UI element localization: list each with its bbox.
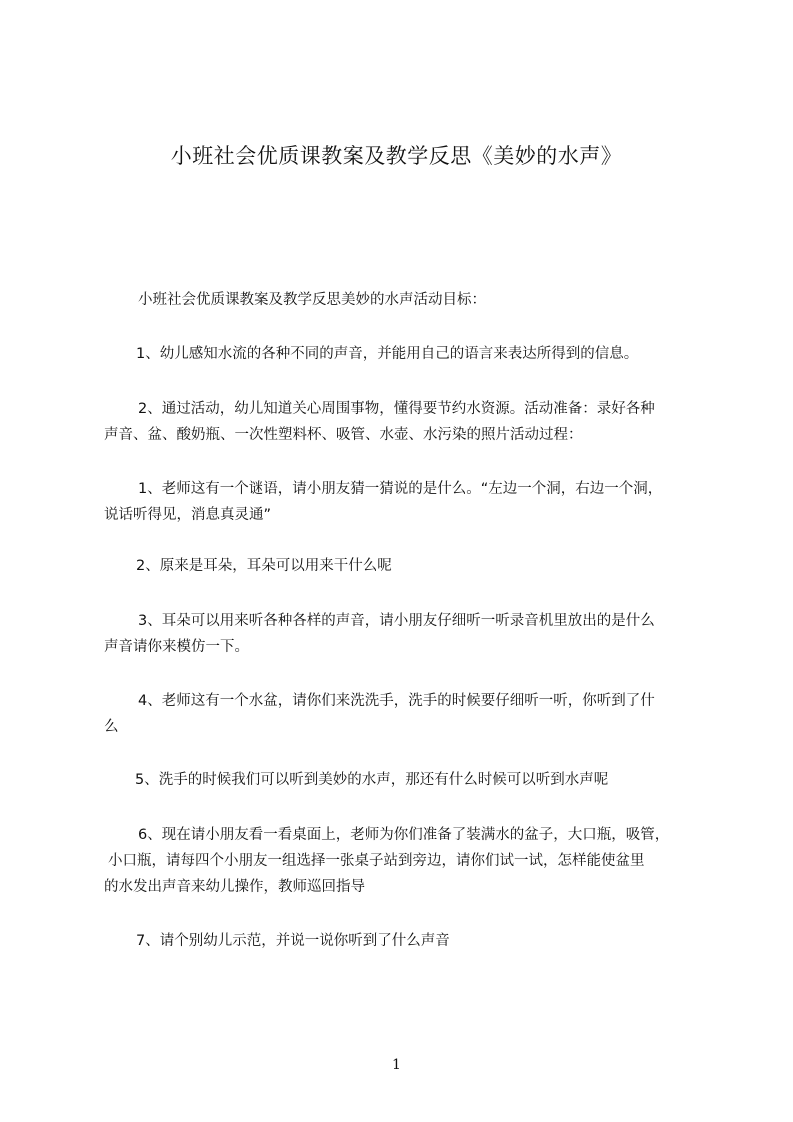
paragraph-line: 2、原来是耳朵，耳朵可以用来干什么呢 [136,558,392,574]
paragraph-line: 7、请个别幼儿示范，并说一说你听到了什么声音 [136,933,450,949]
paragraph-objectives-heading [104,287,724,313]
paragraph-line: 小班社会优质课教案及教学反思美妙的水声活动目标： [138,292,486,308]
paragraph-step-6 [104,822,724,900]
paragraph-line: 么 [104,719,119,735]
paragraph-step-7 [104,928,724,954]
paragraph-line: 6、现在请小朋友看一看桌面上，老师为你们准备了装满水的盆子，大口瓶，吸管， [138,827,670,843]
paragraph-line: 声音请你来模仿一下。 [104,639,249,655]
page-number: 1 [392,1057,401,1073]
paragraph-line: 2、通过活动，幼儿知道关心周围事物，懂得要节约水资源。活动准备：录好各种 [138,401,655,417]
paragraph-line: 的水发出声音来幼儿操作，教师巡回指导 [104,879,365,895]
paragraph-line: 小口瓶，请每四个小朋友一组选择一张桌子站到旁边，请你们试一试，怎样能使盆里 [108,853,645,869]
paragraph-objective-1 [104,341,724,367]
paragraph-line: 1、老师这有一个谜语，请小朋友猜一猜说的是什么。“左边一个洞，右边一个洞， [138,481,663,497]
paragraph-step-2 [104,553,724,579]
paragraph-step-1 [104,476,724,528]
document-title: 小班社会优质课教案及教学反思《美妙的水声》 [170,144,623,168]
paragraph-step-3 [104,608,724,660]
paragraph-line: 4、老师这有一个水盆，请你们来洗洗手，洗手的时候要仔细听一听，你听到了什 [138,693,655,709]
paragraph-step-5 [104,767,724,793]
paragraph-line: 3、耳朵可以用来听各种各样的声音，请小朋友仔细听一听录音机里放出的是什么 [138,613,655,629]
paragraph-step-4 [104,688,724,740]
paragraph-line: 1、幼儿感知水流的各种不同的声音，并能用自己的语言来表达所得到的信息。 [136,346,639,362]
paragraph-objective-2-preparation [104,396,724,448]
paragraph-line: 说话听得见，消息真灵通” [104,507,272,523]
paragraph-line: 声音、盆、酸奶瓶、一次性塑料杯、吸管、水壶、水污染的照片活动过程： [104,427,583,443]
paragraph-line: 5、洗手的时候我们可以听到美妙的水声，那还有什么时候可以听到水声呢 [135,772,609,788]
